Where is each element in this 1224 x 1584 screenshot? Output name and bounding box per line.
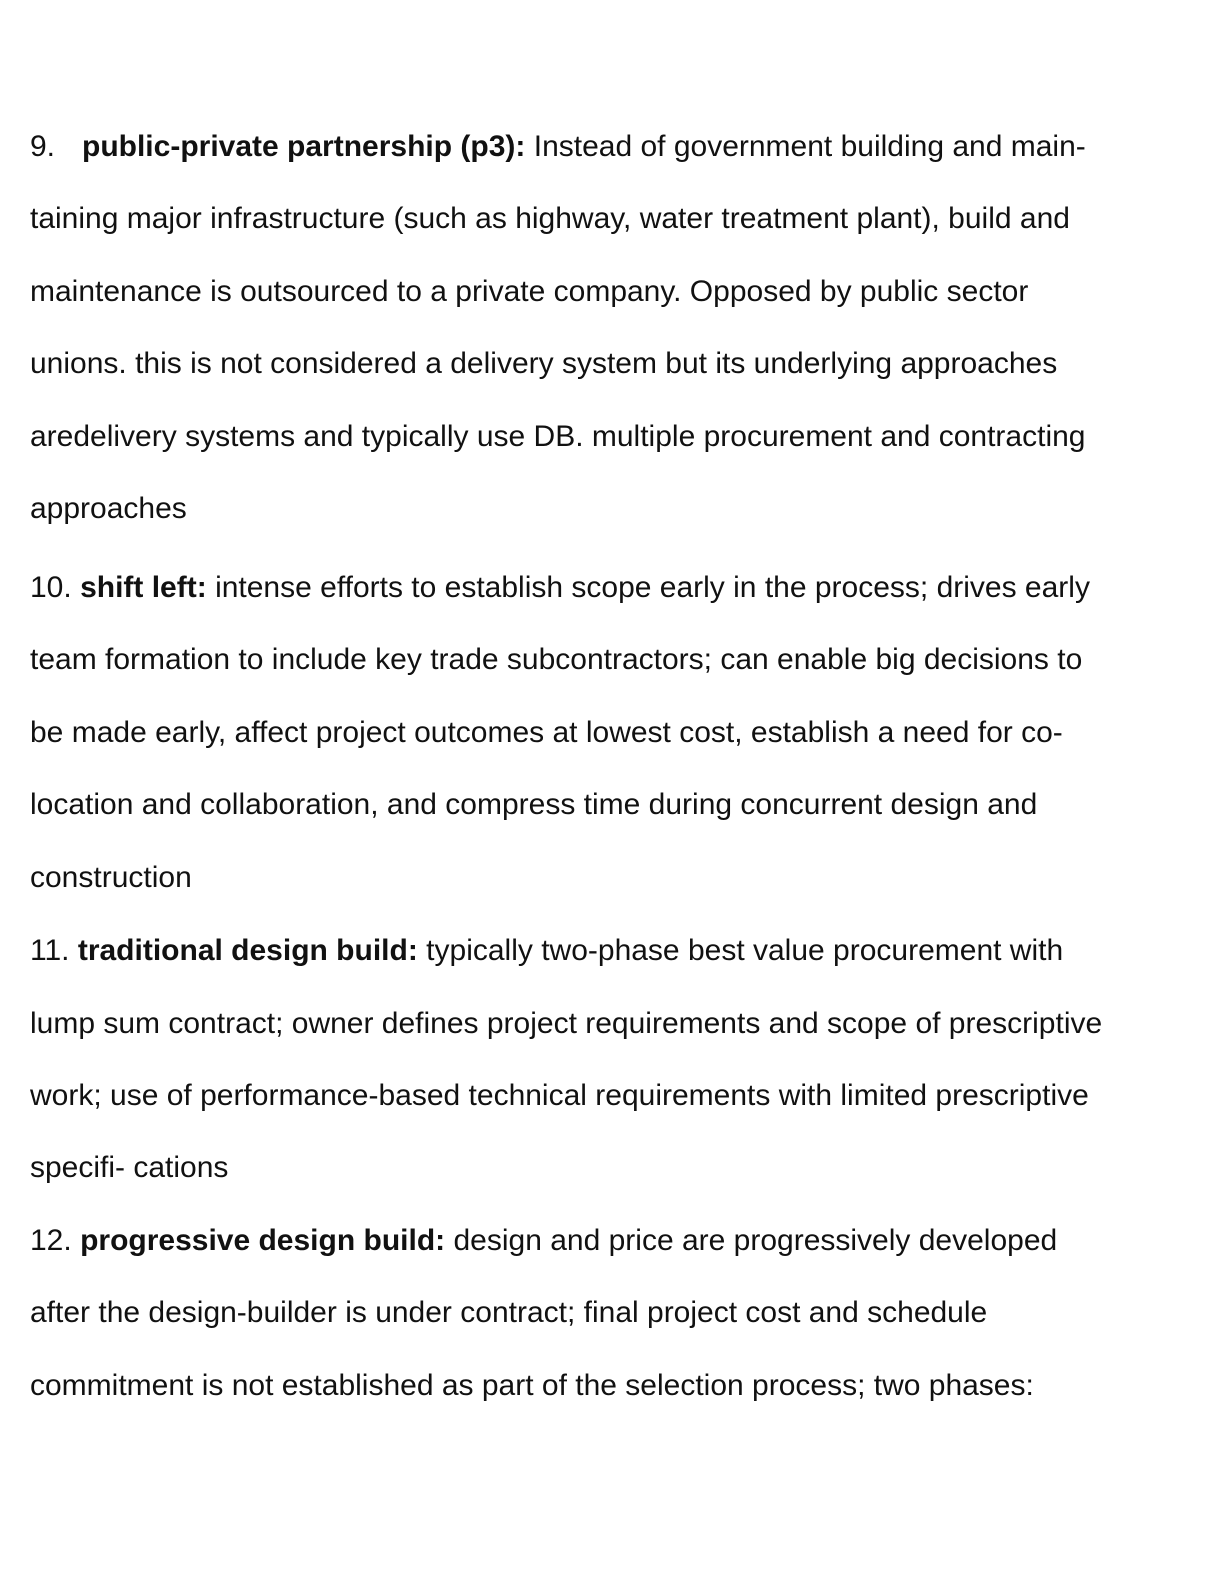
- item-term: shift left:: [80, 571, 207, 604]
- item-number: 9.: [30, 130, 56, 163]
- item-10-line-1: [30, 570, 1090, 606]
- item-text: design and price are progressively developed: [453, 1224, 1058, 1257]
- item-number: 10.: [30, 571, 72, 604]
- item-10-line-2: team formation to include key trade subcontractors; can enable big decisions to: [30, 643, 1083, 676]
- item-10-line-4: location and collaboration, and compress time during concurrent design and: [30, 788, 1038, 821]
- item-9-line-2: taining major infrastructure (such as highway, water treatment plant), build and: [30, 202, 1070, 235]
- item-12-line-1: [30, 1223, 1057, 1259]
- item-text: typically two-phase best value procurement with: [426, 934, 1064, 967]
- item-11-line-4: specifi- cations: [30, 1151, 229, 1184]
- item-number: 11.: [30, 934, 70, 967]
- item-term: progressive design build:: [80, 1224, 446, 1257]
- item-11-line-3: work; use of performance-based technical requirements with limited prescriptive: [30, 1079, 1089, 1112]
- item-number: 12.: [30, 1224, 72, 1257]
- item-term: traditional design build:: [77, 934, 418, 967]
- item-10-line-5: construction: [30, 861, 192, 894]
- item-9-line-1: [30, 129, 1086, 165]
- item-9-line-6: approaches: [30, 492, 187, 525]
- item-12-line-3: commitment is not established as part of the selection process; two phases:: [30, 1369, 1034, 1402]
- item-text: intense efforts to establish scope early in the process; drives early: [215, 571, 1090, 604]
- item-term: public-private partnership (p3):: [82, 130, 526, 163]
- item-11-line-1: [30, 933, 1063, 969]
- item-11-line-2: lump sum contract; owner defines project requirements and scope of prescriptive: [30, 1007, 1103, 1040]
- item-9-line-5: aredelivery systems and typically use DB. multiple procurement and contracting: [30, 420, 1086, 453]
- item-text: Instead of government building and main-: [533, 130, 1086, 163]
- item-12-line-2: after the design-builder is under contract; final project cost and schedule: [30, 1296, 988, 1329]
- item-9-line-3: maintenance is outsourced to a private company. Opposed by public sector: [30, 275, 1029, 308]
- item-9-line-4: unions. this is not considered a delivery system but its underlying approaches: [30, 347, 1058, 380]
- item-10-line-3: be made early, affect project outcomes at lowest cost, establish a need for co-: [30, 716, 1063, 749]
